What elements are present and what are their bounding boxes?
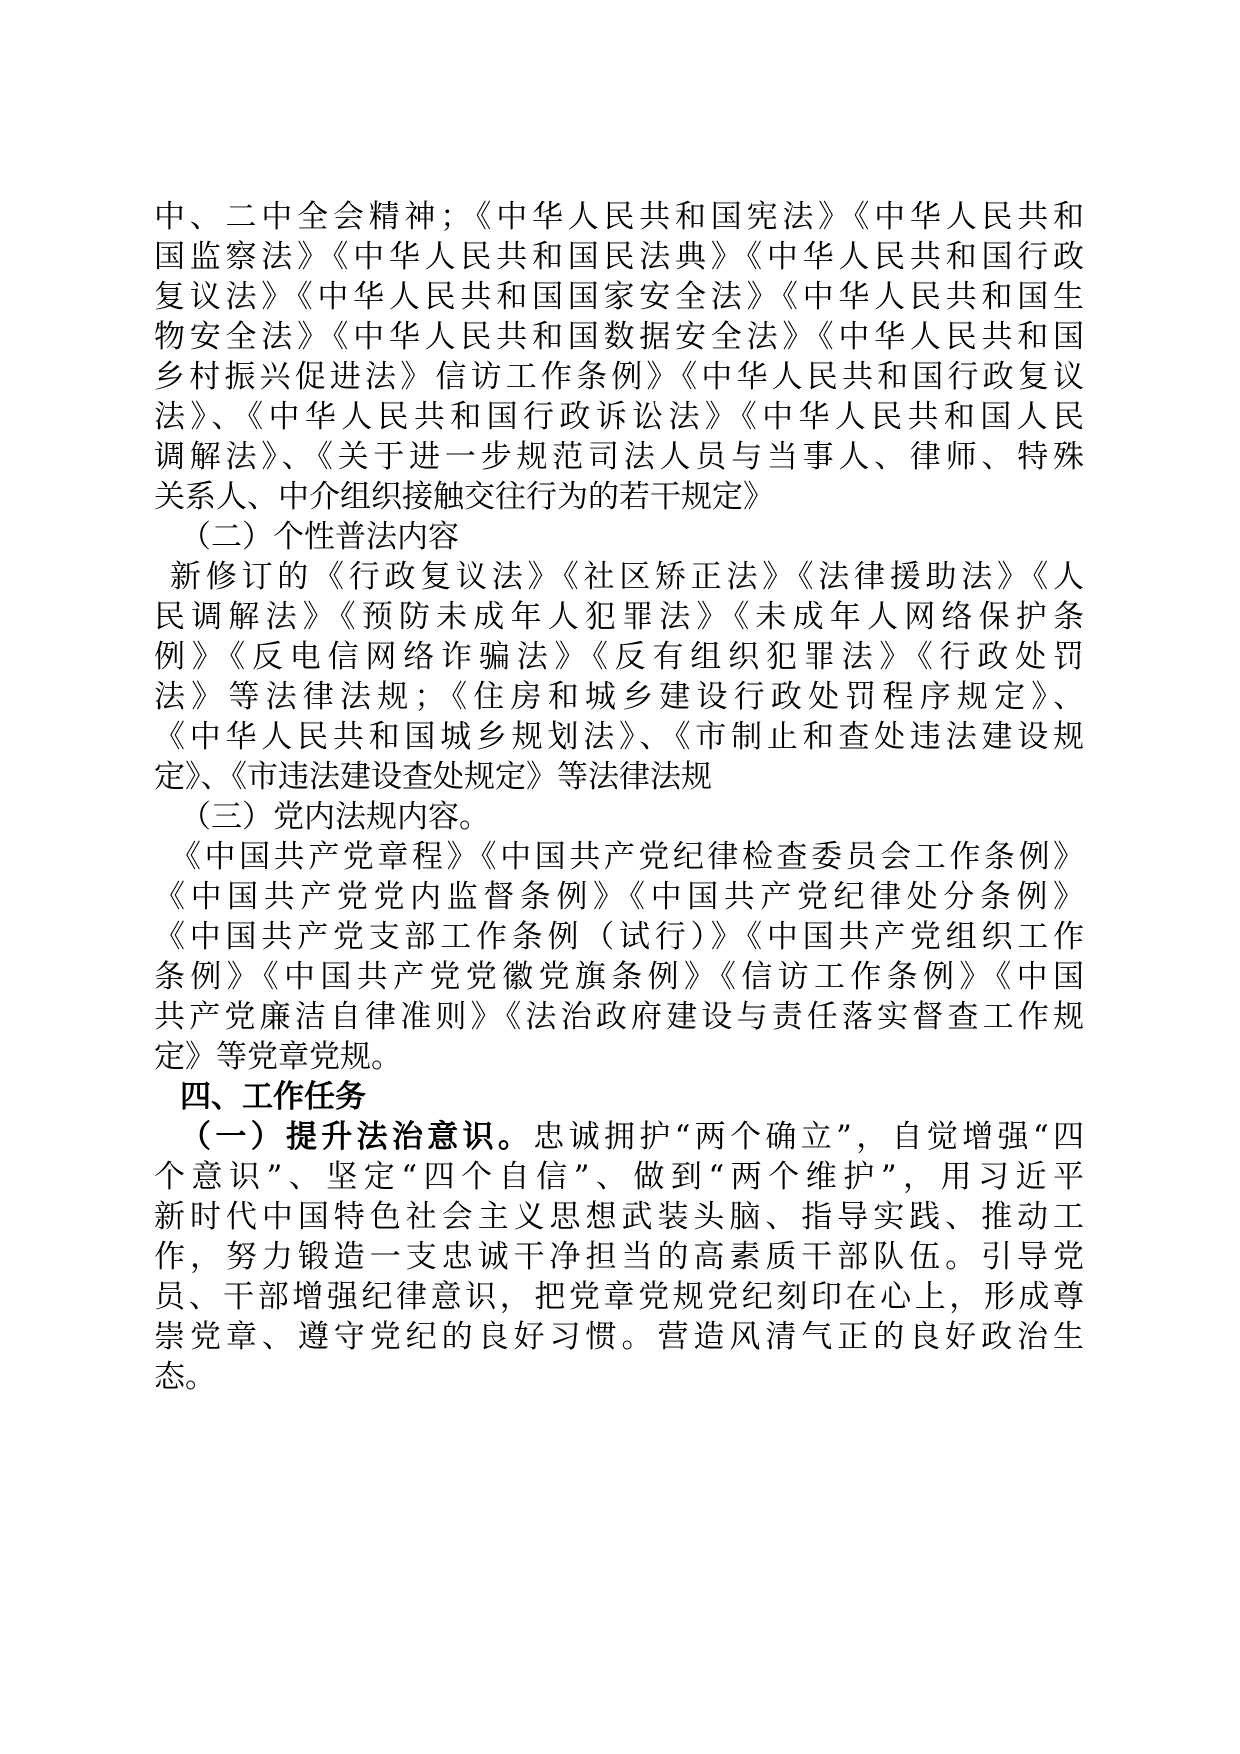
paragraph-line: 员、干部增强纪律意识，把党章党规党纪刻印在心上，形成尊 [154,1279,1084,1315]
paragraph-line: 态。 [154,1359,216,1395]
paragraph-line [154,1117,1084,1157]
paragraph-line: 新修订的《行政复议法》《社区矫正法》《法律援助法》《人 [170,559,1084,595]
paragraph-line: 法》、《中华人民共和国行政诉讼法》《中华人民共和国人民 [154,399,1084,435]
section-heading-party-regulations: （三）党内法规内容。 [180,799,490,835]
paragraph-line: 《中华人民共和国城乡规划法》、《市制止和查处违法建设规 [154,719,1084,755]
paragraph-line: 定》、《市违法建设查处规定》等法律法规 [154,759,712,795]
paragraph-line: 作，努力锻造一支忠诚干净担当的高素质干部队伍。引导党 [154,1239,1084,1275]
section-heading-work-tasks: 四、工作任务 [180,1079,366,1115]
paragraph-line: 例》《反电信网络诈骗法》《反有组织犯罪法》《行政处罚 [154,639,1084,675]
paragraph-line: 《中国共产党章程》《中国共产党纪律检查委员会工作条例》 [170,839,1084,875]
paragraph-line: 乡村振兴促进法》信访工作条例》《中华人民共和国行政复议 [154,359,1084,395]
paragraph-line: 《中国共产党支部工作条例（试行）》《中国共产党组织工作 [154,919,1084,955]
section-heading-personalized: （二）个性普法内容 [180,519,459,555]
item-text: 忠诚拥护“两个确立”，自觉增强“四 [533,1119,1085,1155]
paragraph-line: 中、二中全会精神；《中华人民共和国宪法》《中华人民共和 [154,199,1084,235]
paragraph-line: 条例》《中国共产党党徽党旗条例》《信访工作条例》《中国 [154,959,1084,995]
paragraph-line: 调解法》、《关于进一步规范司法人员与当事人、律师、特殊 [154,439,1084,475]
paragraph-line: 民调解法》《预防未成年人犯罪法》《未成年人网络保护条 [154,599,1084,635]
paragraph-line: 新时代中国特色社会主义思想武装头脑、指导实践、推动工 [154,1199,1084,1235]
paragraph-line: 法》等法律法规；《住房和城乡建设行政处罚程序规定》、 [154,679,1084,715]
paragraph-line: 定》等党章党规。 [154,1039,402,1075]
paragraph-line: 国监察法》《中华人民共和国民法典》《中华人民共和国行政 [154,239,1084,275]
paragraph-line: 关系人、中介组织接触交往行为的若干规定》 [154,479,774,515]
paragraph-line: 《中国共产党党内监督条例》《中国共产党纪律处分条例》 [154,879,1084,915]
paragraph-line: 个意识”、坚定“四个自信”、做到“两个维护”，用习近平 [154,1159,1084,1195]
paragraph-line: 崇党章、遵守党纪的良好习惯。营造风清气正的良好政治生 [154,1319,1084,1355]
paragraph-line: 共产党廉洁自律准则》《法治政府建设与责任落实督查工作规 [154,999,1084,1035]
item-lead: （一）提升法治意识。 [180,1119,534,1155]
document-body [154,197,1084,1397]
paragraph-line: 复议法》《中华人民共和国国家安全法》《中华人民共和国生 [154,279,1084,315]
paragraph-line: 物安全法》《中华人民共和国数据安全法》《中华人民共和国 [154,319,1084,355]
